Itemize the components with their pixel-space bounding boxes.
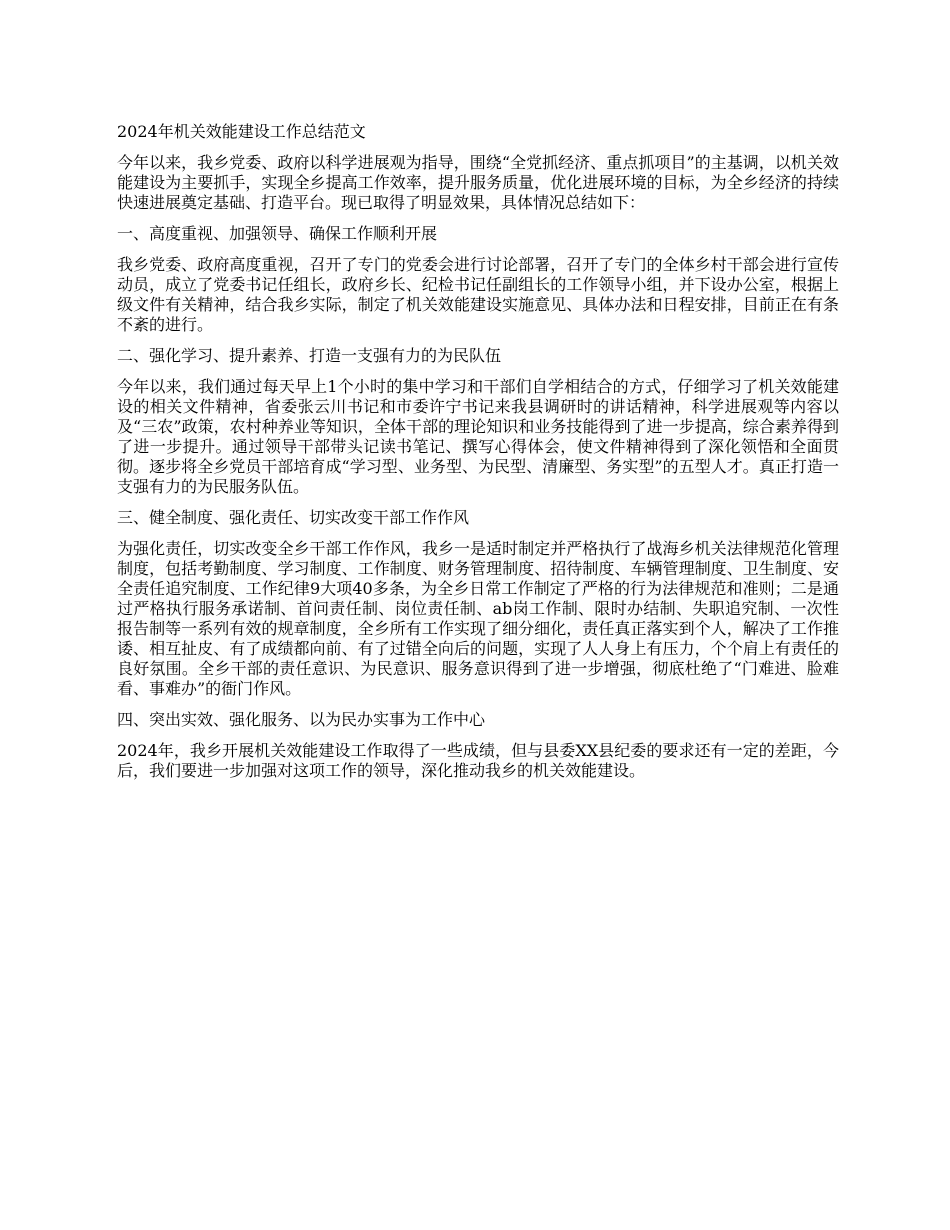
document-title: 2024年机关效能建设工作总结范文 — [117, 122, 366, 141]
section-body-3: 为强化责任，切实改变全乡干部工作作风，我乡一是适时制定并严格执行了战海乡机关法律规范化管理制度，包括考勤制度、学习制度、工作制度、财务管理制度、招待制度、车辆管理制度、卫生制度、安全责任追究制度、工作纪律9大项40多条，为全乡日常工作制定了严格的行为法律规范和准则；二是通过严格执行服务承诺制、首问责任制、岗位责任制、ab岗工作制、限时办结制、失职追究制、一次性报告制等一系列有效的规章制度，全乡所有工作实现了细分细化，责任真正落实到个人，解决了工作推诿、相互扯皮、有了成绩都向前、有了过错全向后的问题，实现了人人身上有压力，个个肩上有责任的良好氛围。全乡干部的责任意识、为民意识、服务意识得到了进一步增强，彻底杜绝了“门难进、脸难看、事难办”的衙门作风。 — [117, 539, 839, 698]
section-body-1: 我乡党委、政府高度重视，召开了专门的党委会进行讨论部署，召开了专门的全体乡村干部会进行宣传动员，成立了党委书记任组长，政府乡长、纪检书记任副组长的工作领导小组，并下设办公室，根据上级文件有关精神，结合我乡实际，制定了机关效能建设实施意见、具体办法和日程安排，目前正在有条不紊的进行。 — [117, 255, 839, 334]
section-body-2: 今年以来，我们通过每天早上1个小时的集中学习和干部们自学相结合的方式，仔细学习了机关效能建设的相关文件精神，省委张云川书记和市委许宁书记来我县调研时的讲话精神，科学进展观等内容以及“三农”政策，农村种养业等知识，全体干部的理论知识和业务技能得到了进一步提高，综合素养得到了进一步提升。通过领导干部带头记读书笔记、撰写心得体会，使文件精神得到了深化领悟和全面贯彻。逐步将全乡党员干部培育成“学习型、业务型、为民型、清廉型、务实型”的五型人才。真正打造一支强有力的为民服务队伍。 — [117, 377, 839, 496]
intro-paragraph: 今年以来，我乡党委、政府以科学进展观为指导，围绕“全党抓经济、重点抓项目”的主基调，以机关效能建设为主要抓手，实现全乡提高工作效率，提升服务质量，优化进展环境的目标，为全乡经济的持续快速进展奠定基础、打造平台。现已取得了明显效果，具体情况总结如下： — [117, 153, 839, 212]
section-heading-1: 一、高度重视、加强领导、确保工作顺利开展 — [117, 224, 438, 243]
document-page — [117, 122, 839, 792]
section-heading-4: 四、突出实效、强化服务、以为民办实事为工作中心 — [117, 710, 486, 729]
section-body-4: 2024年，我乡开展机关效能建设工作取得了一些成绩，但与县委XX县纪委的要求还有一定的差距，今后，我们要进一步加强对这项工作的领导，深化推动我乡的机关效能建设。 — [117, 741, 839, 780]
section-heading-2: 二、强化学习、提升素养、打造一支强有力的为民队伍 — [117, 346, 502, 365]
section-heading-3: 三、健全制度、强化责任、切实改变干部工作作风 — [117, 508, 470, 527]
